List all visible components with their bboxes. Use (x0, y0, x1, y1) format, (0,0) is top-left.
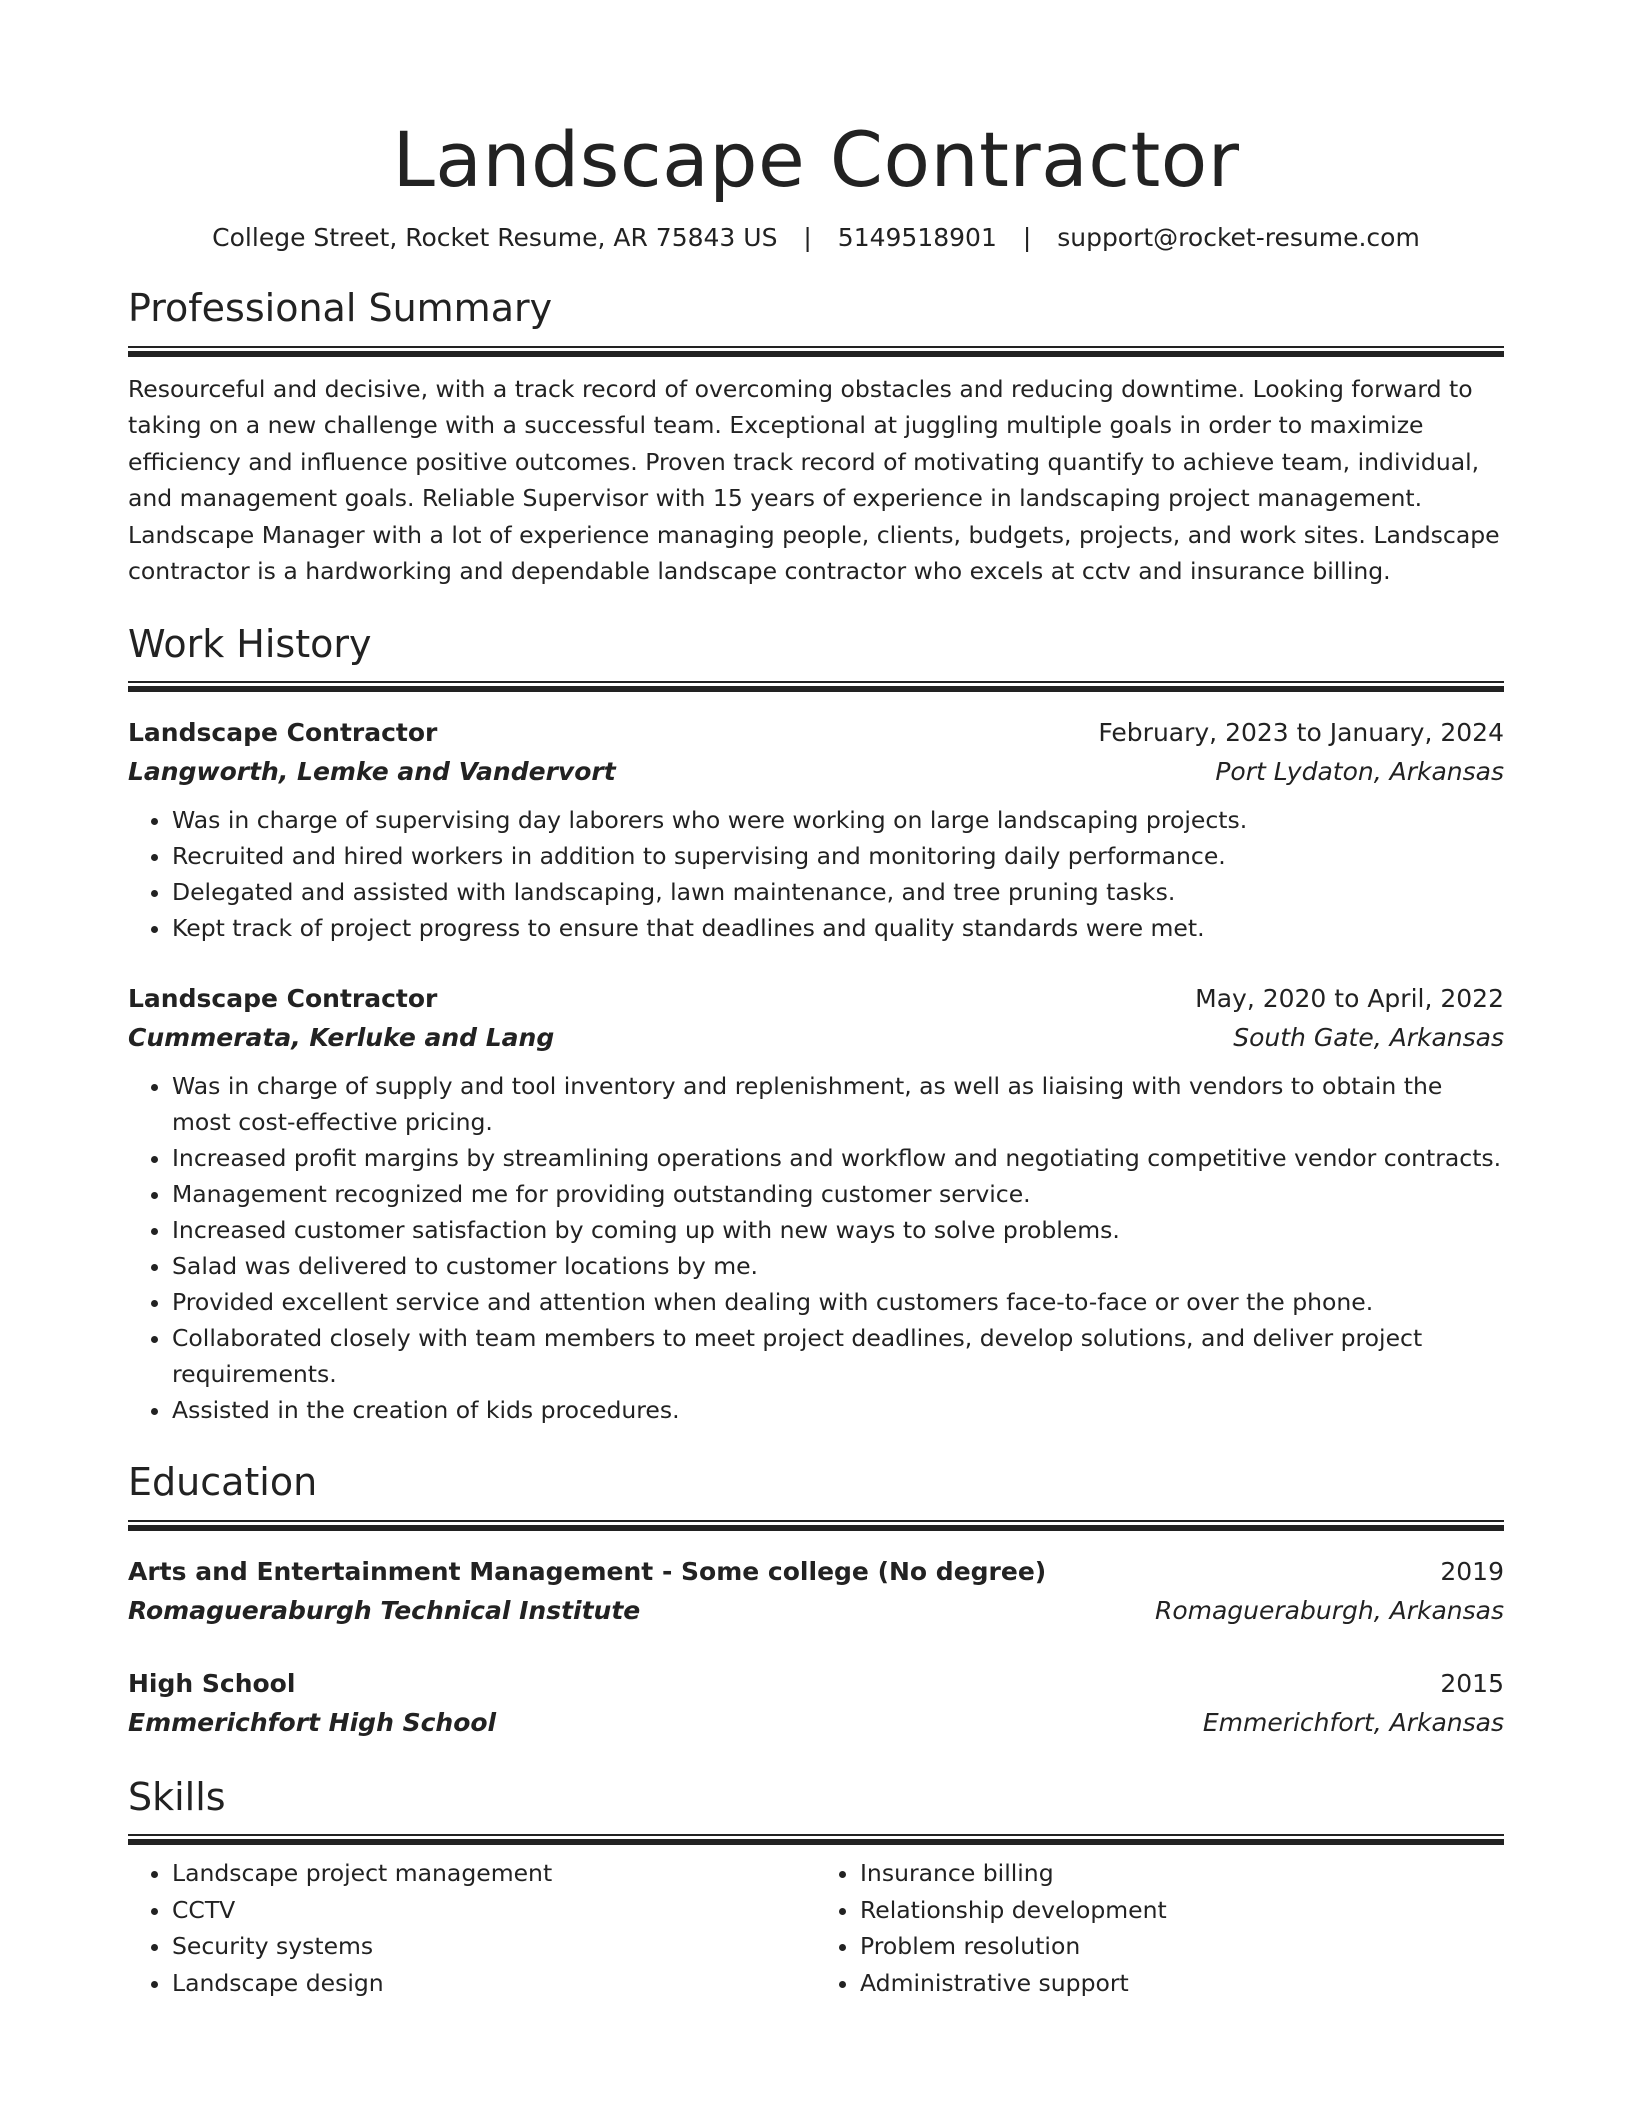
education-school: Romagueraburgh Technical Institute (128, 1595, 641, 1625)
contact-email: support@rocket-resume.com (1057, 222, 1420, 252)
job-company-row (128, 1018, 1504, 1058)
contact-separator: | (1022, 222, 1032, 252)
education-entry (128, 1553, 1504, 1631)
section-rule (128, 681, 1504, 692)
education-header-row (128, 1665, 1504, 1703)
job-entry (128, 714, 1504, 946)
education-year: 2015 (1440, 1668, 1504, 1698)
summary-text: Resourceful and decisive, with a track record of overcoming obstacles and reducing downtime. Looking forward to taking on a new challenge with a successful team. Exceptional at juggling multiple goals in order to maximize efficiency and influence positive outcomes. Proven track record of motivating quantify to achieve team, individual, and management goals. Reliable Supervisor with 15 years of experience in landscaping project management. Landscape Manager with a lot of experience managing people, clients, budgets, projects, and work sites. Landscape contractor is a hardworking and dependable landscape contractor who excels at cctv and insurance billing. (128, 374, 1500, 586)
skill-item: • Insurance billing (860, 1855, 1504, 1892)
skill-item: • Administrative support (860, 1965, 1504, 2002)
job-location: South Gate, Arkansas (1233, 1023, 1504, 1053)
candidate-name: Landscape Contractor (392, 115, 1240, 204)
skill-item: • Landscape project management (172, 1855, 816, 1892)
section-title-summary: Professional Summary (128, 286, 553, 331)
job-dates: February, 2023 to January, 2024 (1098, 718, 1504, 748)
job-company-row (128, 752, 1504, 792)
contact-line (128, 222, 1504, 255)
education-school: Emmerichfort High School (128, 1707, 497, 1737)
section-rule (128, 1834, 1504, 1845)
list-item: • Kept track of project progress to ensure that deadlines and quality standards were met. (172, 910, 1504, 946)
list-item: • Increased profit margins by streamlining operations and workflow and negotiating competitive vendor contracts. (172, 1140, 1504, 1176)
list-item: • Was in charge of supervising day laborers who were working on large landscaping projects. (172, 802, 1504, 838)
education-school-row (128, 1591, 1504, 1631)
list-item: • Delegated and assisted with landscaping, lawn maintenance, and tree pruning tasks. (172, 874, 1504, 910)
section-title-work: Work History (128, 621, 372, 666)
education-location: Romagueraburgh, Arkansas (1154, 1595, 1504, 1625)
education-degree: High School (128, 1668, 296, 1698)
skills-grid (128, 1855, 1504, 2001)
summary-section (128, 286, 1504, 590)
contact-phone: 5149518901 (837, 222, 997, 252)
list-item: • Provided excellent service and attention when dealing with customers face-to-face or over the phone. (172, 1284, 1504, 1320)
section-title-education: Education (128, 1460, 318, 1505)
contact-address: College Street, Rocket Resume, AR 75843 US (212, 222, 778, 252)
contact-separator: | (803, 222, 812, 252)
education-school-row (128, 1703, 1504, 1743)
skill-item: • Problem resolution (860, 1928, 1504, 1965)
job-company: Cummerata, Kerluke and Lang (128, 1023, 555, 1053)
education-section (128, 1460, 1504, 1743)
education-degree: Arts and Entertainment Management - Some college (No degree) (128, 1556, 1047, 1586)
skill-item: • CCTV (172, 1892, 816, 1929)
job-header-row (128, 714, 1504, 752)
job-bullets (128, 802, 1504, 946)
list-item: • Increased customer satisfaction by coming up with new ways to solve problems. (172, 1212, 1504, 1248)
job-bullets (128, 1068, 1504, 1428)
job-company: Langworth, Lemke and Vandervort (128, 757, 616, 787)
skills-list-right (816, 1855, 1504, 2001)
list-item: • Management recognized me for providing outstanding customer service. (172, 1176, 1504, 1212)
job-header-row (128, 980, 1504, 1018)
section-rule (128, 1520, 1504, 1531)
list-item: • Collaborated closely with team members to meet project deadlines, develop solutions, and deliver project requirements. (172, 1320, 1504, 1392)
job-title: Landscape Contractor (128, 984, 438, 1014)
work-history-section (128, 622, 1504, 1429)
education-header-row (128, 1553, 1504, 1591)
education-location: Emmerichfort, Arkansas (1202, 1707, 1504, 1737)
list-item: • Salad was delivered to customer locations by me. (172, 1248, 1504, 1284)
section-rule (128, 346, 1504, 357)
education-entry (128, 1665, 1504, 1743)
section-title-skills: Skills (128, 1774, 226, 1819)
job-entry (128, 980, 1504, 1428)
list-item: • Recruited and hired workers in addition to supervising and monitoring daily performance. (172, 838, 1504, 874)
list-item: • Assisted in the creation of kids procedures. (172, 1392, 1504, 1428)
skill-item: • Security systems (172, 1928, 816, 1965)
list-item: • Was in charge of supply and tool inventory and replenishment, as well as liaising with vendors to obtain the most cost-effective pricing. (172, 1068, 1504, 1140)
skill-item: • Relationship development (860, 1892, 1504, 1929)
skills-list-left (128, 1855, 816, 2001)
skill-item: • Landscape design (172, 1965, 816, 2002)
skills-section (128, 1775, 1504, 2002)
job-location: Port Lydaton, Arkansas (1215, 757, 1504, 787)
job-title: Landscape Contractor (128, 718, 438, 748)
education-year: 2019 (1440, 1556, 1504, 1586)
job-dates: May, 2020 to April, 2022 (1195, 984, 1504, 1014)
